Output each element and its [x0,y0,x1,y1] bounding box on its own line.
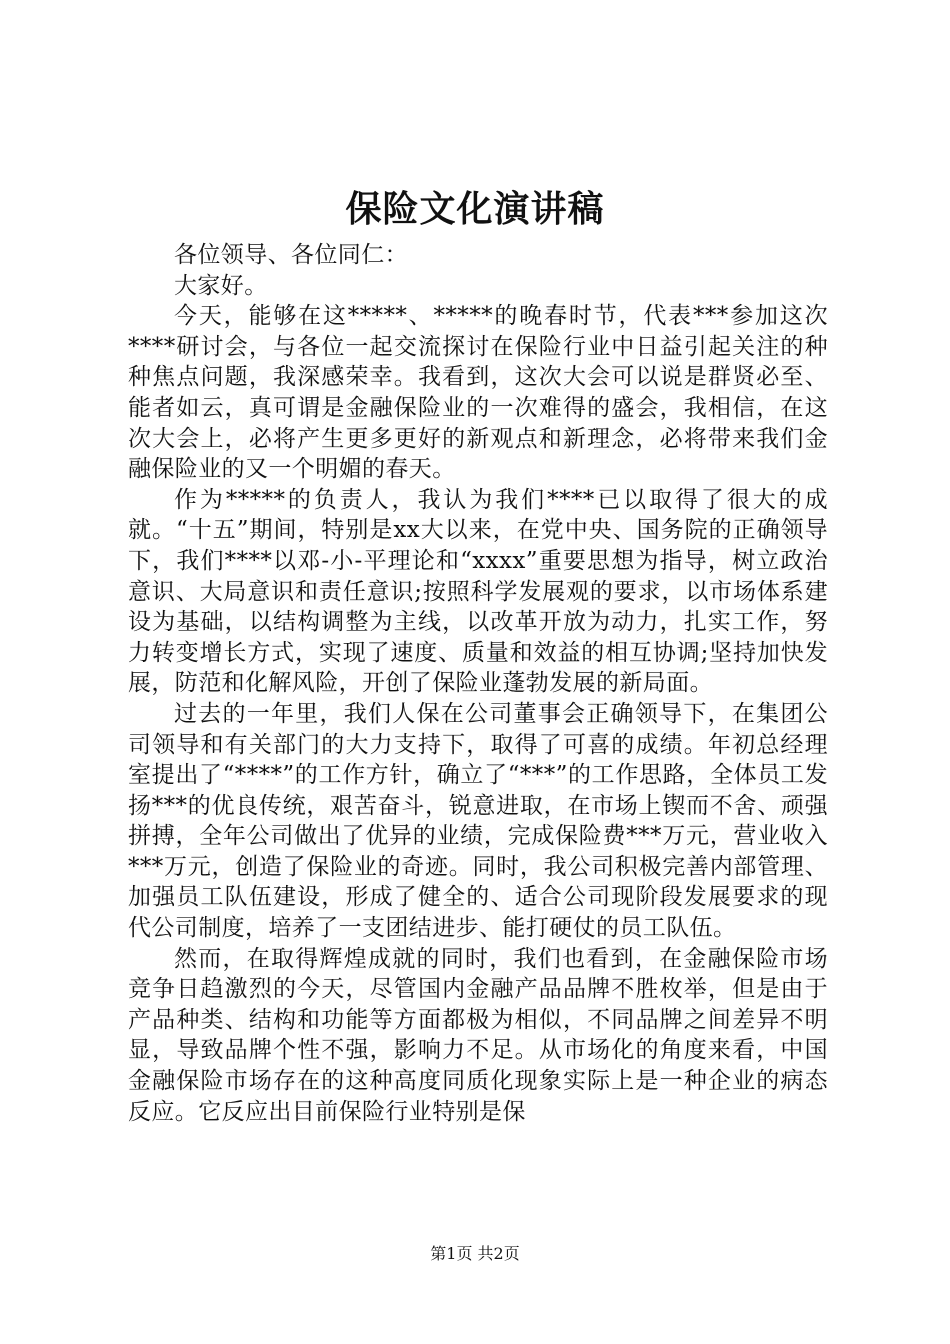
paragraph: 今天，能够在这*****、*****的晚春时节，代表***参加这次****研讨会，与各位一起交流探讨在保险行业中日益引起关注的种种焦点问题，我深感荣幸。我看到，这次大会可以说是群贤必至、能者如云，真可谓是金融保险业的一次难得的盛会，我相信，在这次大会上，必将产生更多更好的新观点和新理念，必将带来我们金融保险业的又一个明媚的春天。 [128,303,828,483]
page-number-footer: 第1页 共2页 [430,1244,520,1263]
salutation: 各位领导、各位同仁： [174,242,408,268]
greeting: 大家好。 [174,272,268,299]
document-title: 保险文化演讲稿 [345,188,605,230]
paragraph: 作为*****的负责人，我认为我们****已以取得了很大的成就。“十五”期间，特别是xx大以来，在党中央、国务院的正确领导下，我们****以邓-小-平理论和“xxxx”重要思想为指导，树立政治意识、大局意识和责任意识;按照科学发展观的要求，以市场体系建设为基础，以结构调整为主线，以改革开放为动力，扎实工作，努力转变增长方式，实现了速度、质量和效益的相互协调;坚持加快发展，防范和化解风险，开创了保险业蓬勃发展的新局面。 [128,486,828,697]
paragraph: 然而，在取得辉煌成就的同时，我们也看到，在金融保险市场竞争日趋激烈的今天，尽管国内金融产品品牌不胜枚举，但是由于产品种类、结构和功能等方面都极为相似，不同品牌之间差异不明显，导致品牌个性不强，影响力不足。从市场化的角度来看，中国金融保险市场存在的这种高度同质化现象实际上是一种企业的病态反应。它反应出目前保险行业特别是保 [128,945,828,1125]
document-body [128,240,828,1127]
paragraph: 过去的一年里，我们人保在公司董事会正确领导下，在集团公司领导和有关部门的大力支持下，取得了可喜的成绩。年初总经理室提出了“****”的工作方针，确立了“***”的工作思路，全体员工发扬***的优良传统，艰苦奋斗，锐意进取，在市场上锲而不舍、顽强拼搏，全年公司做出了优异的业绩，完成保险费***万元，营业收入***万元，创造了保险业的奇迹。同时，我公司积极完善内部管理、加强员工队伍建设，形成了健全的、适合公司现阶段发展要求的现代公司制度，培养了一支团结进步、能打硬仗的员工队伍。 [128,700,828,942]
